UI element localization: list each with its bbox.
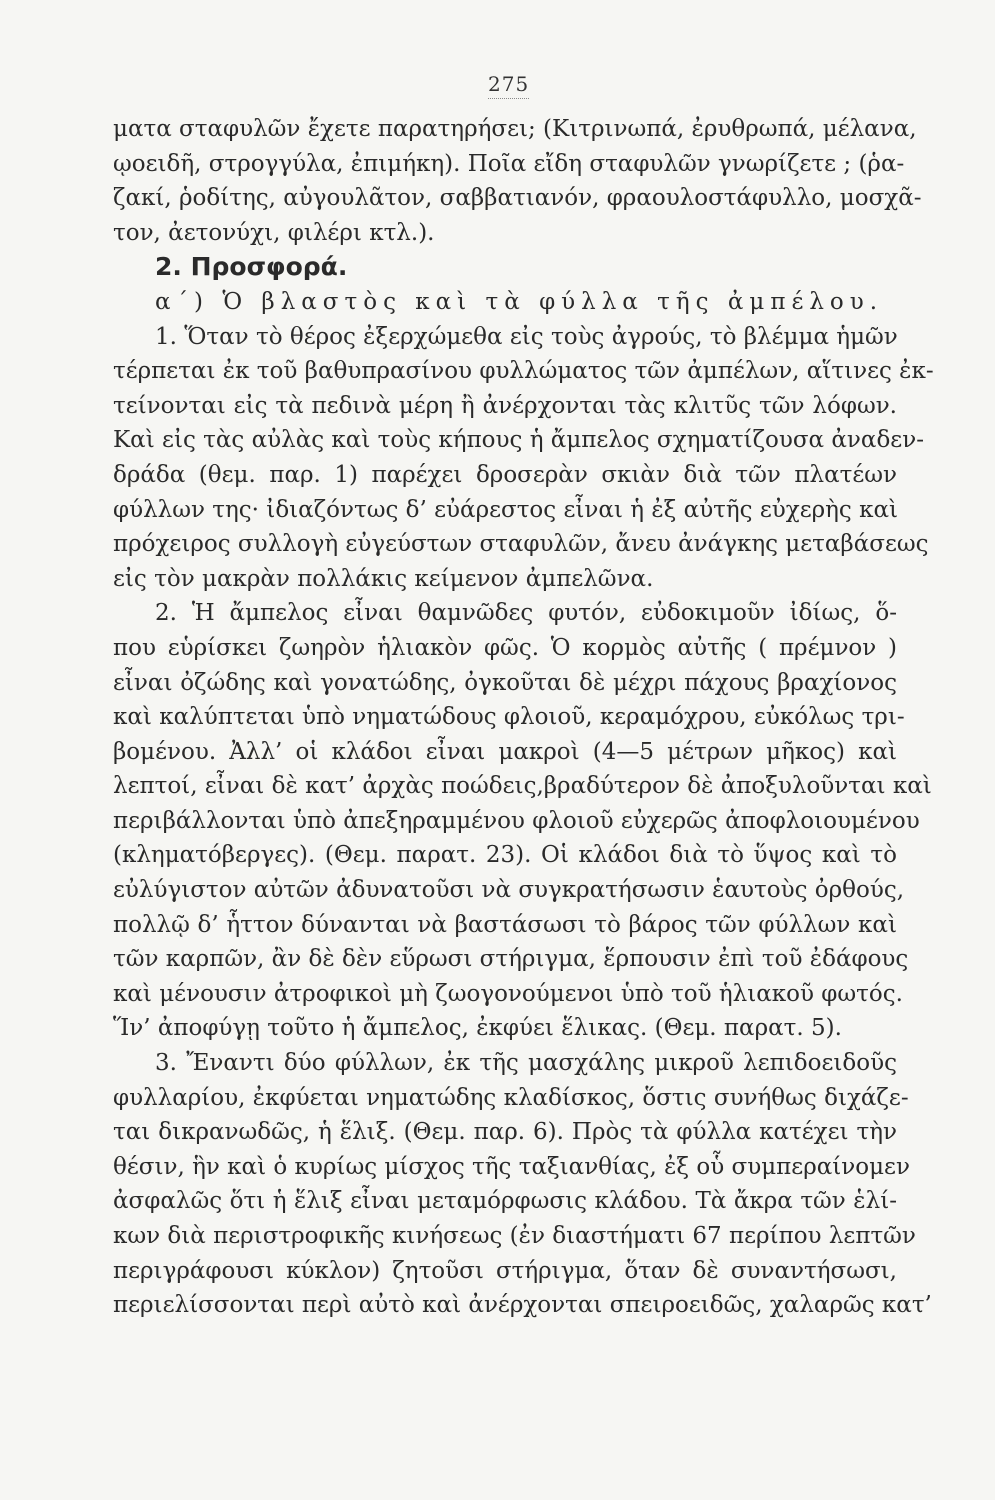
text-line: κων διὰ περιστροφικῆς κινήσεως (ἐν διαστήματι 67 περίπου λεπτῶν bbox=[113, 1223, 916, 1249]
text-line: περιγράφουσι κύκλον) ζητοῦσι στήριγμα, ὅταν δὲ συναντήσωσι, bbox=[113, 1257, 897, 1284]
text-line: ται δικρανωδῶς, ἡ ἕλιξ. (Θεμ. παρ. 6). Πρὸς τὰ φύλλα κατέχει τὴν bbox=[113, 1119, 897, 1146]
body-text bbox=[113, 112, 934, 1323]
text-line: 2. Ἡ ἄμπελος εἶναι θαμνῶδες φυτόν, εὐδοκιμοῦν ἰδίως, ὅ- bbox=[155, 600, 897, 627]
section-heading: 2. Προσφορά. bbox=[155, 252, 348, 282]
text-line: Ἵν’ ἀποφύγῃ τοῦτο ἡ ἄμπελος, ἐκφύει ἕλικας. (Θεμ. παρατ. 5). bbox=[113, 1015, 842, 1042]
text-line: ῳοειδῆ, στρογγύλα, ἐπιμήκη). Ποῖα εἴδη σταφυλῶν γνωρίζετε ; (ῥα- bbox=[113, 150, 905, 177]
text-line: εἰς τὸν μακρὰν πολλάκις κείμενον ἀμπελῶνα. bbox=[113, 565, 654, 592]
text-line: φύλλων της· ἰδιαζόντως δ’ εὐάρεστος εἶναι ἡ ἐξ αὐτῆς εὐχερὴς καὶ bbox=[113, 496, 899, 523]
text-line: που εὑρίσκει ζωηρὸν ἡλιακὸν φῶς. Ὁ κορμὸς αὐτῆς ( πρέμνον ) bbox=[113, 634, 897, 661]
subsection-heading: α΄) Ὁ βλαστὸς καὶ τὰ φύλλα τῆς ἀμπέλου. bbox=[155, 288, 884, 315]
text-line: 1. Ὅταν τὸ θέρος ἐξερχώμεθα εἰς τοὺς ἀγρούς, τὸ βλέμμα ἡμῶν bbox=[155, 323, 898, 350]
text-line: ματα σταφυλῶν ἔχετε παρατηρήσει; (Κιτρινωπά, ἐρυθρωπά, μέλανα, bbox=[113, 116, 917, 142]
text-line: θέσιν, ἣν καὶ ὁ κυρίως μίσχος τῆς ταξιανθίας, ἐξ οὗ συμπεραίνομεν bbox=[113, 1153, 910, 1180]
text-line: καὶ καλύπτεται ὑπὸ νηματώδους φλοιοῦ, κεραμόχρου, εὐκόλως τρι- bbox=[113, 704, 905, 731]
text-line: ἀσφαλῶς ὅτι ἡ ἕλιξ εἶναι μεταμόρφωσις κλάδου. Τὰ ἄκρα τῶν ἑλί- bbox=[113, 1188, 897, 1215]
text-line: τον, ἀετονύχι, φιλέρι κτλ.). bbox=[113, 219, 435, 246]
text-line: περιβάλλονται ὑπὸ ἀπεξηραμμένου φλοιοῦ εὐχερῶς ἀποφλοιουμένου bbox=[113, 807, 920, 834]
text-line: βομένου. Ἀλλ’ οἱ κλάδοι εἶναι μακροὶ (4—5 μέτρων μῆκος) καὶ bbox=[113, 738, 897, 765]
text-line: λεπτοί, εἶναι δὲ κατ’ ἀρχὰς ποώδεις,βραδύτερον δὲ ἀποξυλοῦνται καὶ bbox=[113, 773, 932, 800]
text-line: 3. Ἔναντι δύο φύλλων, ἐκ τῆς μασχάλης μικροῦ λεπιδοειδοῦς bbox=[155, 1050, 897, 1077]
text-line: εὐλύγιστον αὐτῶν ἀδυνατοῦσι νὰ συγκρατήσωσιν ἑαυτοὺς ὀρθούς, bbox=[113, 877, 905, 904]
text-line: πολλῷ δ’ ἧττον δύνανται νὰ βαστάσωσι τὸ βάρος τῶν φύλλων καὶ bbox=[113, 911, 897, 938]
text-line: τῶν καρπῶν, ἂν δὲ δὲν εὕρωσι στήριγμα, ἕρπουσιν ἐπὶ τοῦ ἐδάφους bbox=[113, 946, 909, 973]
text-line: καὶ μένουσιν ἀτροφικοὶ μὴ ζωογονούμενοι ὑπὸ τοῦ ἡλιακοῦ φωτός. bbox=[113, 980, 903, 1007]
text-line: ζακί, ῥοδίτης, αὐγουλᾶτον, σαββατιανόν, φραουλοστάφυλλο, μοσχᾶ- bbox=[113, 185, 922, 212]
text-line: πρόχειρος συλλογὴ εὐγεύστων σταφυλῶν, ἄνευ ἀνάγκης μεταβάσεως bbox=[113, 531, 929, 558]
text-line: δράδα (θεμ. παρ. 1) παρέχει δροσερὰν σκιὰν διὰ τῶν πλατέων bbox=[113, 461, 897, 488]
text-line: φυλλαρίου, ἐκφύεται νηματώδης κλαδίσκος, ὅστις συνήθως διχάζε- bbox=[113, 1084, 909, 1111]
text-line: τείνονται εἰς τὰ πεδινὰ μέρη ἢ ἀνέρχονται τὰς κλιτῦς τῶν λόφων. bbox=[113, 392, 897, 419]
text-line: εἶναι ὀζώδης καὶ γονατώδης, ὀγκοῦται δὲ μέχρι πάχους βραχίονος bbox=[113, 669, 897, 696]
text-line: περιελίσσονται περὶ αὐτὸ καὶ ἀνέρχονται σπειροειδῶς, χαλαρῶς κατ’ bbox=[113, 1292, 932, 1319]
text-line: Καὶ εἰς τὰς αὐλὰς καὶ τοὺς κήπους ἡ ἄμπελος σχηματίζουσα ἀναδεν- bbox=[113, 427, 924, 454]
text-line: (κληματόβεργες). (Θεμ. παρατ. 23). Οἱ κλάδοι διὰ τὸ ὕψος καὶ τὸ bbox=[113, 842, 897, 869]
page-number: 275 bbox=[488, 72, 529, 99]
text-line: τέρπεται ἐκ τοῦ βαθυπρασίνου φυλλώματος τῶν ἀμπέλων, αἵτινες ἐκ- bbox=[113, 358, 934, 385]
